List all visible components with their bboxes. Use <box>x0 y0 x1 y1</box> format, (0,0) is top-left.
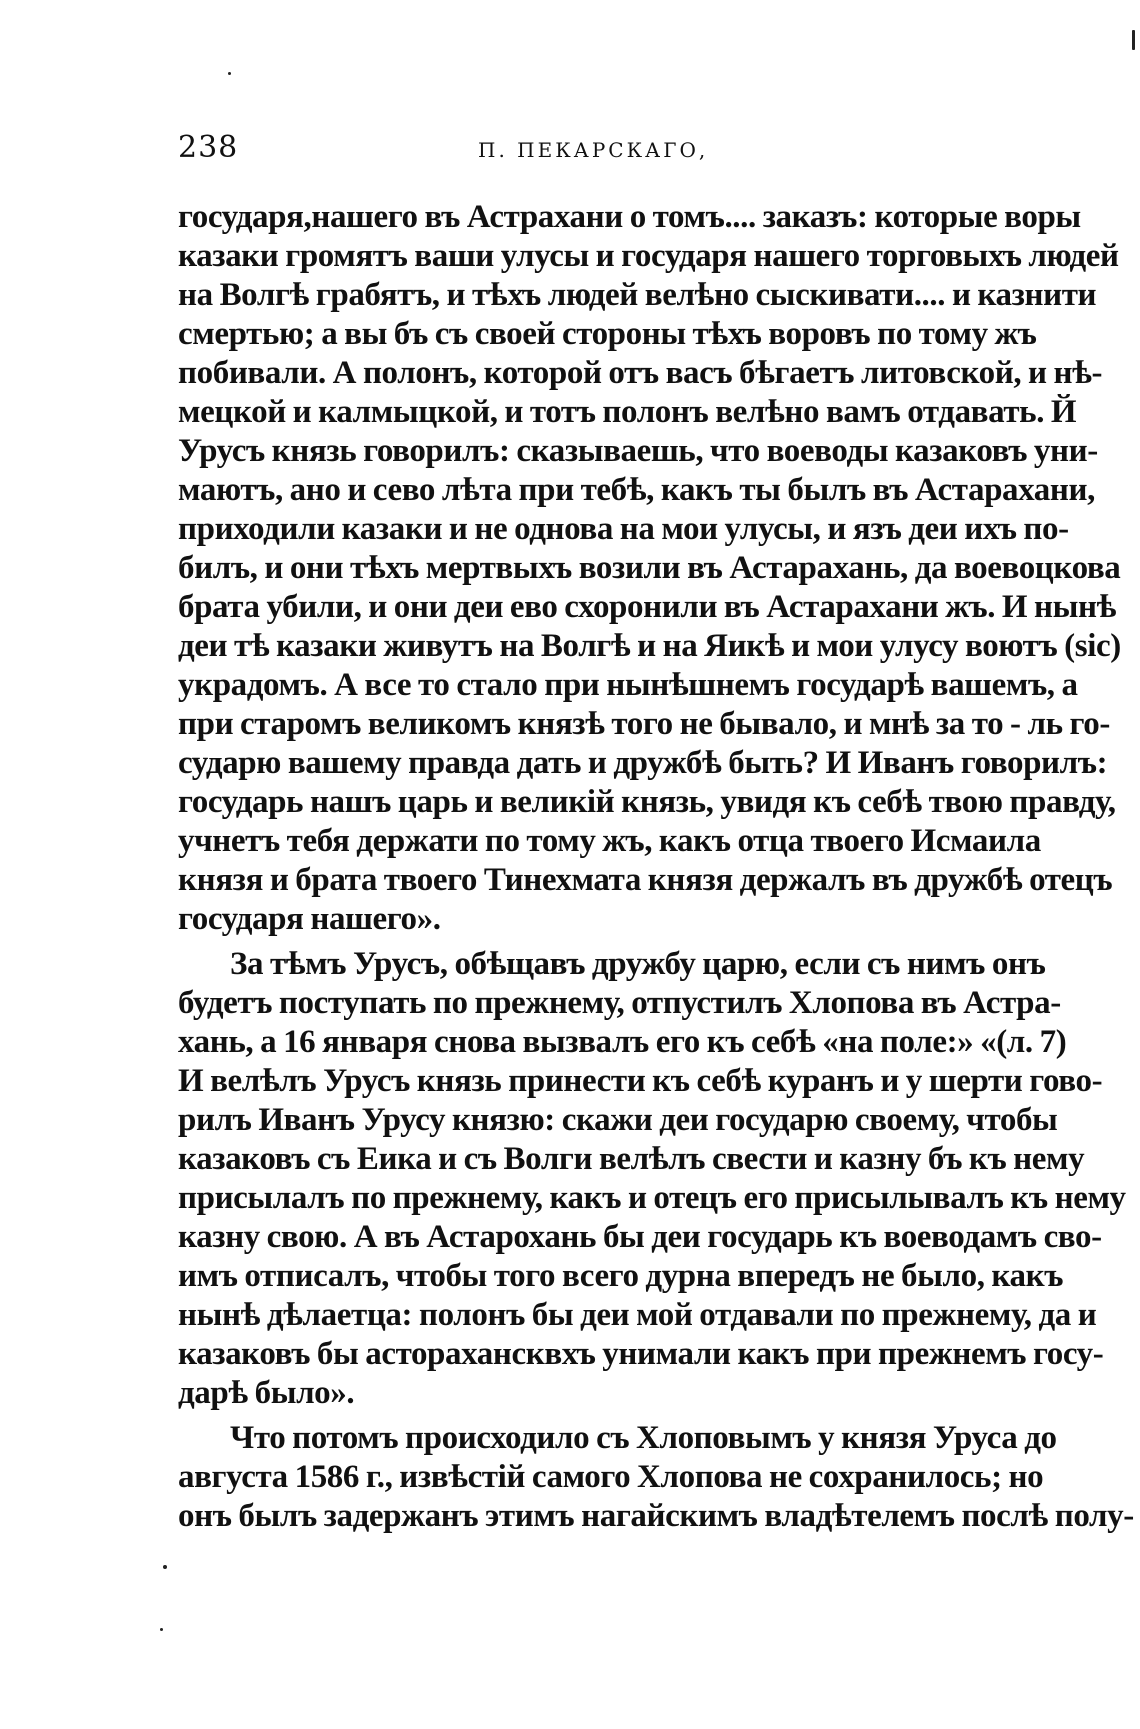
scan-speck <box>160 1628 163 1631</box>
page-number: 238 <box>178 130 239 165</box>
text-line: казаковъ съ Еика и съ Волги велѣлъ свести и казну бъ къ нему <box>178 1141 1085 1177</box>
text-line: нынѣ дѣлаетца: полонъ бы деи мой отдавали по прежнему, да и <box>178 1297 1097 1333</box>
text-line: брата убили, и они деи ево схоронили въ Астарахани жъ. И нынѣ <box>178 589 1117 625</box>
text-line: рилъ Иванъ Урусу князю: скажи деи государю своему, чтобы <box>178 1102 1058 1138</box>
text-line: учнетъ тебя держати по тому жъ, какъ отца твоего Исмаила <box>178 823 1041 859</box>
text-line: украдомъ. А все то стало при нынѣшнемъ государѣ вашемъ, а <box>178 667 1078 703</box>
text-line: казаковъ бы асторахансквхъ унимали какъ при прежнемъ госу- <box>178 1336 1104 1372</box>
text-line: побивали. А полонъ, которой отъ васъ бѣгаетъ литовской, и нѣ- <box>178 355 1103 391</box>
text-line: деи тѣ казаки живутъ на Волгѣ и на Яикѣ и мои улусу воютъ (sic) <box>178 628 1121 664</box>
text-line: при старомъ великомъ князѣ того не бывало, и мнѣ за то - ль го- <box>178 706 1110 742</box>
text-line: За тѣмъ Урусъ, обѣщавъ дружбу царю, если съ нимъ онъ <box>230 946 1046 982</box>
text-line: будетъ поступать по прежнему, отпустилъ Хлопова въ Астра- <box>178 985 1061 1021</box>
text-line: онъ былъ задержанъ этимъ нагайскимъ владѣтелемъ послѣ полу- <box>178 1498 1134 1534</box>
text-line: государя,нашего въ Астрахани о томъ.... заказъ: которые воры <box>178 199 1081 235</box>
paragraph-2 <box>178 945 1126 1413</box>
running-head: П. ПЕКАРСКАГО, <box>478 138 709 162</box>
text-line: казаки громятъ ваши улусы и государя нашего торговыхъ людей <box>178 238 1119 274</box>
scan-speck <box>163 1565 167 1569</box>
text-line: мецкой и калмыцкой, и тотъ полонъ велѣно вамъ отдавать. Й <box>178 394 1077 430</box>
text-line: на Волгѣ грабятъ, и тѣхъ людей велѣно сыскивати.... и казнити <box>178 277 1097 313</box>
page-header <box>178 130 1004 170</box>
scan-speck <box>228 72 231 75</box>
text-line: государь нашъ царь и великій князь, увидя къ себѣ твою правду, <box>178 784 1116 820</box>
text-line: хань, а 16 января снова вызвалъ его къ себѣ «на поле:» «(л. 7) <box>178 1024 1067 1060</box>
paragraph-3 <box>178 1419 1134 1536</box>
text-line: августа 1586 г., извѣстій самого Хлопова не сохранилось; но <box>178 1459 1044 1495</box>
text-line: Урусъ князь говорилъ: сказываешь, что воеводы казаковъ уни- <box>178 433 1098 469</box>
text-line: приходили казаки и не однова на мои улусы, и язъ деи ихъ по- <box>178 511 1069 547</box>
body-text <box>178 198 1134 1536</box>
text-line: сударю вашему правда дать и дружбѣ быть? И Иванъ говорилъ: <box>178 745 1108 781</box>
scan-speck <box>1132 30 1135 50</box>
text-line: казну свою. А въ Астарохань бы деи государь къ воеводамъ сво- <box>178 1219 1102 1255</box>
text-line: государя нашего». <box>178 901 441 937</box>
text-line: дарѣ было». <box>178 1375 355 1411</box>
text-line: маютъ, ано и сево лѣта при тебѣ, какъ ты былъ въ Астарахани, <box>178 472 1095 508</box>
paragraph-1 <box>178 198 1121 939</box>
text-line: князя и брата твоего Тинехмата князя держалъ въ дружбѣ отецъ <box>178 862 1113 898</box>
text-line: Что потомъ происходило съ Хлоповымъ у князя Уруса до <box>230 1420 1057 1456</box>
text-line: присылалъ по прежнему, какъ и отецъ его присылывалъ къ нему <box>178 1180 1126 1216</box>
text-line: имъ отписалъ, чтобы того всего дурна впередъ не было, какъ <box>178 1258 1064 1294</box>
text-line: билъ, и они тѣхъ мертвыхъ возили въ Астарахань, да воевоцкова <box>178 550 1121 586</box>
text-line: смертью; а вы бъ съ своей стороны тѣхъ воровъ по тому жъ <box>178 316 1037 352</box>
text-line: И велѣлъ Урусъ князь принести къ себѣ куранъ и у шерти гово- <box>178 1063 1103 1099</box>
